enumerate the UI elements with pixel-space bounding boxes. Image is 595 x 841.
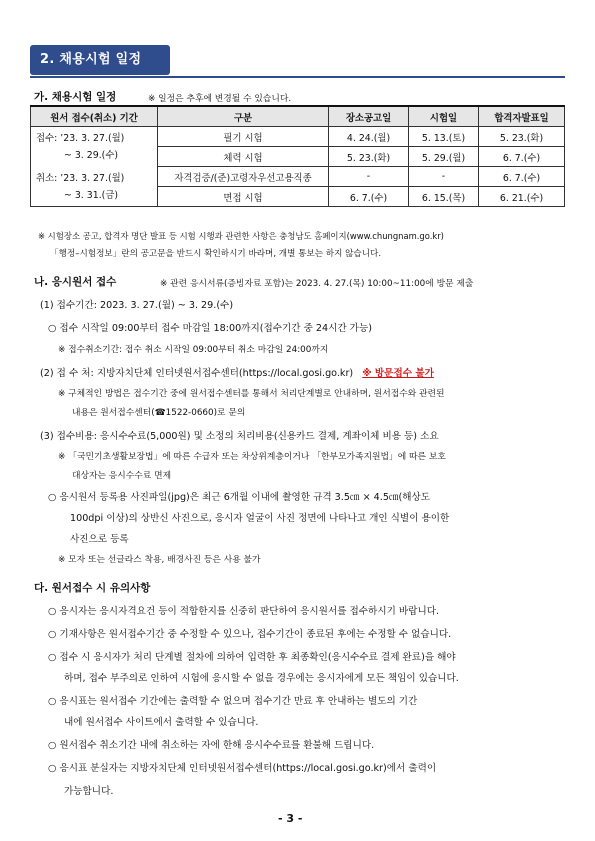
subsection-ga-note: ※ 일정은 추후에 변경될 수 있습니다. — [148, 94, 292, 104]
table-cell: 면접 시험 — [158, 187, 329, 207]
na-item-2-text: (2) 접 수 처: 지방자치단체 인터넷원서접수센터(https://local.gosi.go.kr) — [40, 368, 354, 379]
table-cell: 5. 13.(토) — [409, 127, 479, 147]
table-header-row — [31, 106, 565, 127]
table-cell: 5. 23.(화) — [329, 147, 409, 167]
section-divider — [30, 76, 565, 78]
na-item-1b: ※ 접수취소기간: 접수 취소 시작일 09:00부터 취소 마감일 24:00까지 — [58, 345, 329, 355]
na-item-3: (3) 접수비용: 응시수수료(5,000원) 및 소정의 처리비용(신용카드 결제, 계좌이체 비용 등) 소요 — [40, 431, 439, 442]
header-venue-date: 장소공고일 — [329, 106, 409, 127]
ga-footnote-2: 「행정–시험정보」란의 공고문을 반드시 확인하시기 바라며, 개별 통보는 하지 않습니다. — [50, 249, 382, 259]
na-item-3a: ※ 「국민기초생활보장법」에 따른 수급자 또는 차상위계층이거나 「한부모가족지원법」에 따른 보호 — [58, 452, 446, 462]
header-type: 구분 — [158, 106, 329, 127]
table-cell: 자격검증/(준)고령자우선고용직종 — [158, 167, 329, 187]
subsection-da-title: 다. 원서접수 시 유의사항 — [34, 582, 151, 594]
header-result-date: 합격자발표일 — [479, 106, 565, 127]
da-item-cont: 하며, 접수 부주의로 인하여 시험에 응시할 수 없을 경우에는 응시자에게 모든 책임이 있습니다. — [64, 673, 459, 684]
table-cell: 4. 24.(월) — [329, 127, 409, 147]
na-item-1a: ○ 접수 시작일 09:00부터 접수 마감일 18:00까지(접수기간 중 24시간 가능) — [48, 323, 372, 334]
na-item-3e: 사진으로 등록 — [70, 534, 129, 545]
da-item-cont: 가능합니다. — [64, 786, 114, 797]
table-cell: 체력 시험 — [158, 147, 329, 167]
schedule-table — [30, 105, 565, 207]
da-item-cont: 내에 원서접수 사이트에서 출력할 수 있습니다. — [64, 717, 259, 728]
da-item: ○ 원서접수 취소기간 내에 취소하는 자에 한해 응시수수료를 환불해 드립니다. — [48, 740, 375, 751]
no-visit-warning: ※ 방문접수 불가 — [362, 368, 434, 379]
subsection-na-note: ※ 관련 응시서류(증빙자료 포함)는 2023. 4. 27.(목) 10:00~11:00에 방문 제출 — [160, 279, 474, 289]
subsection-na-title: 나. 응시원서 접수 — [34, 276, 117, 288]
section-heading — [30, 45, 170, 75]
period-line: ~ 3. 29.(수) — [64, 149, 119, 161]
period-line: 접수: ’23. 3. 27.(월) — [36, 132, 125, 144]
table-cell: 6. 7.(수) — [479, 167, 565, 187]
header-exam-date: 시험일 — [409, 106, 479, 127]
na-item-2 — [40, 365, 434, 379]
subsection-ga-title: 가. 채용시험 일정 — [34, 91, 117, 103]
section-title: 2. 채용시험 일정 — [40, 52, 142, 67]
period-line: ~ 3. 31.(금) — [64, 189, 119, 201]
na-item-1: (1) 접수기간: 2023. 3. 27.(월) ~ 3. 29.(수) — [40, 300, 234, 311]
period-cell — [31, 127, 158, 207]
da-item: ○ 응시표 분실자는 지방자치단체 인터넷원서접수센터(https://local.gosi.go.kr)에서 출력이 — [48, 763, 437, 774]
table-cell: 5. 23.(화) — [479, 127, 565, 147]
table-cell: - — [329, 167, 409, 187]
table-cell: 5. 29.(월) — [409, 147, 479, 167]
na-item-3d: 100dpi 이상)의 상반신 사진으로, 응시자 얼굴이 사진 정면에 나타나고 개인 식별이 용이한 — [70, 513, 450, 524]
period-line: 취소: ’23. 3. 27.(월) — [36, 172, 125, 184]
da-item: ○ 응시표는 원서접수 기간에는 출력할 수 없으며 접수기간 만료 후 안내하는 별도의 기간 — [48, 696, 418, 707]
table-row — [31, 127, 565, 147]
header-period: 원서 접수(취소) 기간 — [31, 106, 158, 127]
table-cell: 6. 7.(수) — [329, 187, 409, 207]
na-item-3c: ○ 응시원서 등록용 사진파일(jpg)은 최근 6개월 이내에 촬영한 규격 3.5㎝ × 4.5㎝(해상도 — [48, 492, 431, 503]
table-cell: 필기 시험 — [158, 127, 329, 147]
table-cell: - — [409, 167, 479, 187]
ga-footnote-1: ※ 시험장소 공고, 합격자 명단 발표 등 시험 시행과 관련한 사항은 충청남도 홈페이지(www.chungnam.go.kr) — [38, 231, 444, 241]
page-number: - 3 - — [278, 812, 303, 825]
na-item-2a: ※ 구체적인 방법은 접수기간 중에 원서접수센터를 통해서 처리단계별로 안내하며, 원서접수와 관련된 — [58, 389, 445, 399]
na-item-3b: 대상자는 응시수수료 면제 — [72, 471, 172, 481]
da-item: ○ 응시자는 응시자격요건 등이 적합한지를 신중히 판단하여 응시원서를 접수하시기 바랍니다. — [48, 606, 440, 617]
na-item-3f: ※ 모자 또는 선글라스 착용, 배경사진 등은 사용 불가 — [58, 555, 261, 565]
table-cell: 6. 15.(목) — [409, 187, 479, 207]
na-item-2b: 내용은 원서접수센터(☎1522-0660)로 문의 — [72, 408, 246, 418]
da-item: ○ 기재사항은 원서접수기간 중 수정할 수 있으나, 접수기간이 종료된 후에는 수정할 수 없습니다. — [48, 629, 452, 640]
table-cell: 6. 7.(수) — [479, 147, 565, 167]
da-item: ○ 접수 시 응시자가 처리 단계별 절차에 의하여 입력한 후 최종확인(응시수수료 결제 완료)을 해야 — [48, 652, 456, 663]
table-cell: 6. 21.(수) — [479, 187, 565, 207]
